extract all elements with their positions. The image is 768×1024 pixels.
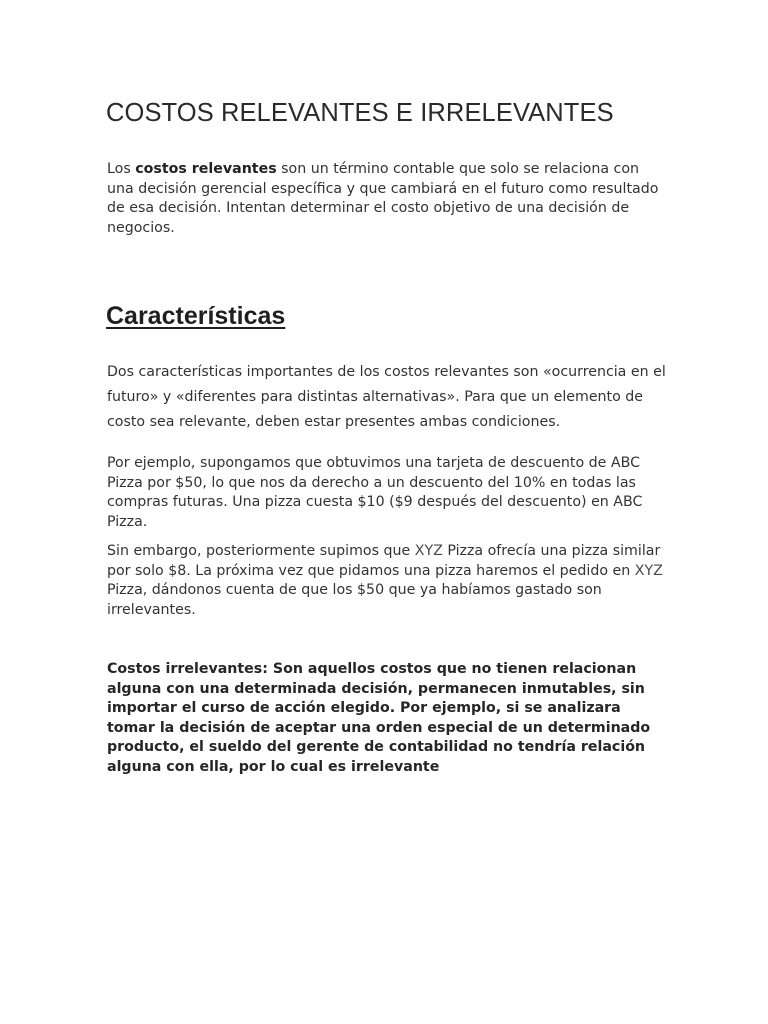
embargo-xyz-1: XYZ bbox=[414, 543, 443, 559]
intro-paragraph bbox=[107, 160, 667, 238]
embargo-text-3: Pizza, dándonos cuenta de que los $50 que ya habíamos gastado son irrelevantes. bbox=[107, 582, 602, 618]
intro-lead-text: Los bbox=[107, 161, 136, 177]
page-title: COSTOS RELEVANTES E IRRELEVANTES bbox=[106, 99, 614, 127]
intro-bold-term: costos relevantes bbox=[135, 161, 277, 177]
section-heading-caracteristicas: Características bbox=[106, 302, 286, 330]
intro-rest-text: son un término contable que solo se relaciona con una decisión gerencial específica y que cambiará en el futuro como resultado de esa decisión. Intentan determinar el costo objetivo de una decisión de negocios. bbox=[107, 161, 659, 236]
embargo-text-1: Sin embargo, posteriormente supimos que bbox=[107, 543, 415, 559]
embargo-xyz-2: XYZ bbox=[634, 562, 663, 579]
costos-irrelevantes-paragraph: Costos irrelevantes: Son aquellos costos que no tienen relacionan alguna con una determinada decisión, permanecen inmutables, sin importar el curso de acción elegido. Por ejemplo, si se analizara tomar la decisión de aceptar una orden especial de un determinado producto, el sueldo del gerente de contabilidad no tendría relación alguna con ella, por lo cual es irrelevante bbox=[107, 661, 651, 775]
sin-embargo-paragraph bbox=[107, 542, 667, 620]
caracteristicas-paragraph: Dos características importantes de los costos relevantes son «ocurrencia en el futuro» y «diferentes para distintas alternativas». Para que un elemento de costo sea relevante, deben estar presentes ambas condiciones. bbox=[107, 364, 666, 430]
ejemplo-paragraph: Por ejemplo, supongamos que obtuvimos una tarjeta de descuento de ABC Pizza por $50, lo que nos da derecho a un descuento del 10% en todas las compras futuras. Una pizza cuesta $10 ($9 después del descuento) en ABC Pizza. bbox=[107, 455, 643, 530]
embargo-text-2: Pizza ofrecía una pizza similar por solo $8. La próxima vez que pidamos una pizza haremos el pedido en bbox=[107, 543, 661, 579]
